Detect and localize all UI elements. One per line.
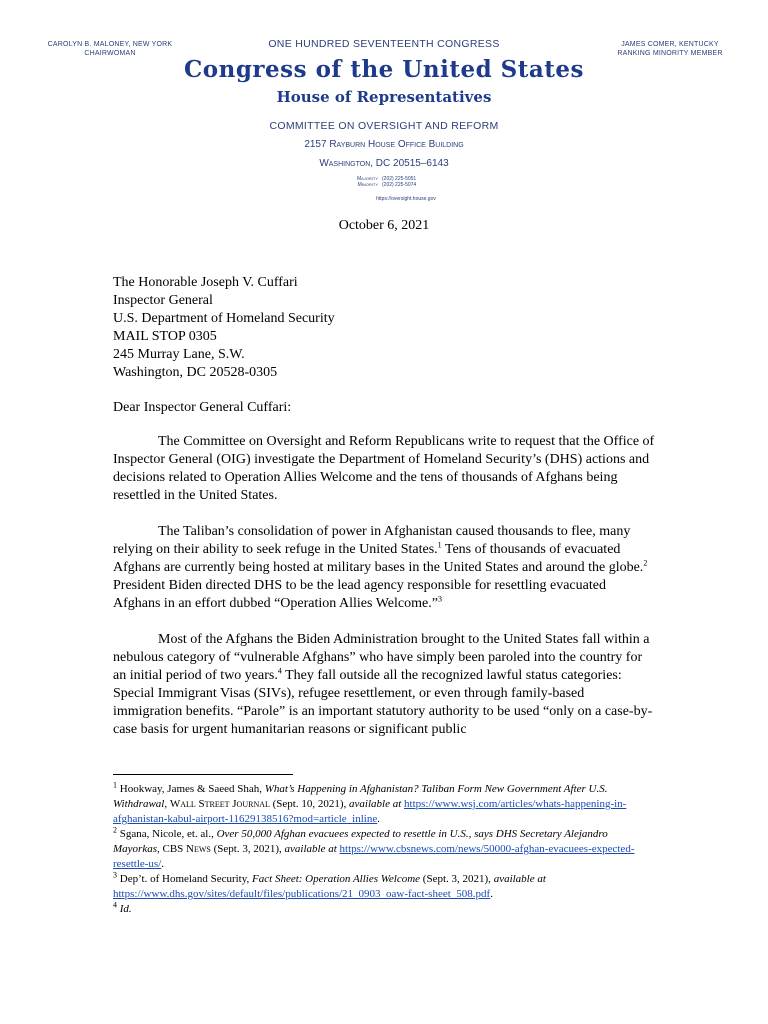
footnote: $^1$ Hookway, James & Saeed Shah, What’s Happening in Afghanistan? Taliban Form New Government After U.S. Withdrawal, Wall Street Journal (Sept. 10, 2021), available at https://www.wsj.com/articles/whats-happening-in-afghanistan-kabul-airport-11629138516?mod=article_inline. [113,780,627,825]
footnote-ref[interactable]: 1 [437,540,442,550]
footnote: $^2$ Sgana, Nicole, et. al., Over 50,000 Afghan evacuees expected to resettle in U.S., says DHS Secretary Alejandro Mayorkas, CBS News (Sept. 3, 2021), available at https://www.cbsnews.com/news/50000-afghan-evacuees-expected-resettle-us/. [113,825,635,870]
congress-title: Congress of the United States [183,56,585,83]
minority-label: Minority [357,182,378,188]
majority-label: Majority [356,176,378,182]
paragraph: Most of the Afghans the Biden Administration brought to the United States fall within a nebulous category of “vulnerable Afghans” who have simply been paroled into the country for an initial period of two years.$^4$ They fall outside all the recognized lawful status categories: Special Immigrant Visas (SIVs), refugee resettlement, or even through family-based immigration benefits. “Parole” is an important statutory authority to be used “only on a case-by-case basis for urgent humanitarian reasons or significant public [113,632,653,737]
committee-name: COMMITTEE ON OVERSIGHT AND REFORM [269,120,499,132]
committee-url[interactable]: https://oversight.house.gov [376,196,436,202]
recipient-line: The Honorable Joseph V. Cuffari [113,275,298,290]
footnote-link[interactable]: https://www.dhs.gov/sites/default/files/publications/21_0903_oaw-fact-sheet_508.pdf [113,888,491,900]
house-title: House of Representatives [276,88,492,106]
majority-phone: (202) 225-5051 [382,176,417,182]
footnote-ref[interactable]: 2 [643,558,648,568]
minority-phone: (202) 225-5074 [382,182,417,188]
footnote: $^3$ Dep’t. of Homeland Security, Fact Sheet: Operation Allies Welcome (Sept. 3, 2021), available at https://www.dhs.gov/sites/default/files/publications/21_0903_oaw-fact-sheet_508.pdf. [113,870,546,900]
recipient-line: U.S. Department of Homeland Security [113,311,335,326]
paragraph: The Committee on Oversight and Reform Republicans write to request that the Office of Inspector General (OIG) investigate the Department of Homeland Security’s (DHS) actions and decisions related to Operation Allies Welcome and the tens of thousands of Afghans being resettled in the United States. [113,434,655,503]
recipient-address [113,274,335,382]
letterhead [0,0,768,210]
footnote-link[interactable]: https://www.wsj.com/articles/whats-happening-in-afghanistan-kabul-airport-11629138516?mod=article_inline [113,798,627,825]
phone-numbers [346,176,466,188]
recipient-line: 245 Murray Lane, S.W. [113,347,245,362]
letter-date: October 6, 2021 [338,218,430,233]
congress-number: ONE HUNDRED SEVENTEENTH CONGRESS [268,38,500,50]
letter-body [113,433,655,757]
recipient-line: Inspector General [113,293,213,308]
chair-name: CAROLYN B. MALONEY, NEW YORK [47,41,173,48]
paragraph: The Taliban’s consolidation of power in Afghanistan caused thousands to flee, many relying on their ability to seek refuge in the United States.$^1$ Tens of thousands of evacuated Afghans are currently being hosted at military bases in the United States and around the globe.$^2$ President Biden directed DHS to be the lead agency responsible for resettling evacuated Afghans in an effort dubbed “Operation Allies Welcome.”$^3$ [113,524,648,611]
recipient-line: MAIL STOP 0305 [113,329,217,344]
footnote-link[interactable]: https://www.cbsnews.com/news/50000-afghan-evacuees-expected-resettle-us/ [113,843,635,870]
committee-address: 2157 Rayburn House Office Building [304,139,464,150]
salutation: Dear Inspector General Cuffari: [113,400,292,415]
footnote-ref[interactable]: 4 [277,666,282,676]
ranking-member-title: RANKING MINORITY MEMBER [617,50,723,57]
ranking-member-name: JAMES COMER, KENTUCKY [621,41,719,48]
footnote-ref[interactable]: 3 [437,594,442,604]
committee-city: Washington, DC 20515–6143 [319,158,449,169]
footnotes [113,782,655,917]
footnote-divider [113,774,293,775]
chair-title: CHAIRWOMAN [84,50,136,57]
footnote: $^4$ Id. [113,900,132,915]
recipient-line: Washington, DC 20528-0305 [113,365,278,380]
